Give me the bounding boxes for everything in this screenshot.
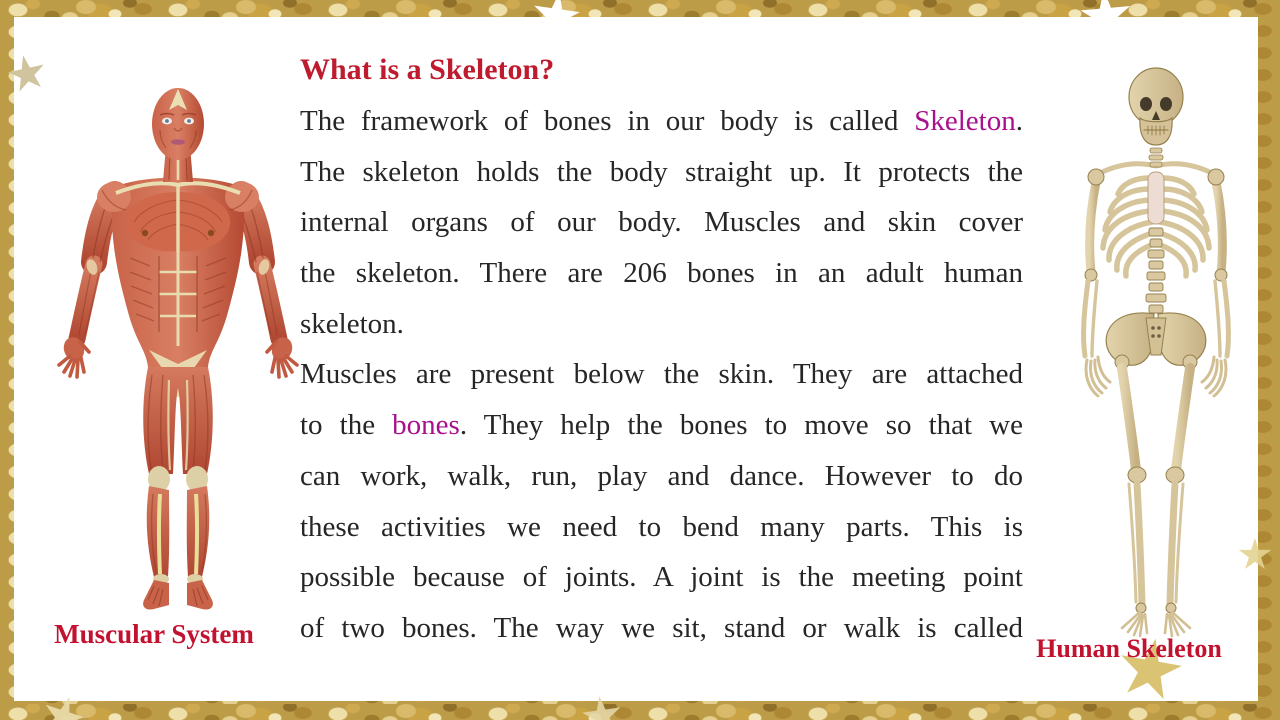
- text-line: internal organs of our body. Muscles and skin cover: [300, 206, 1023, 239]
- caption-muscular-system: Muscular System: [54, 619, 254, 649]
- muscular-system-illustration: [56, 80, 300, 620]
- text-lines: [300, 96, 1023, 654]
- skeleton-body: [1084, 68, 1229, 636]
- text-line: of two bones. The way we sit, stand or walk is called: [300, 611, 1023, 644]
- text-line: The framework of bones in our body is called Skeleton.: [300, 105, 1023, 137]
- article-text: [300, 44, 1023, 654]
- text-line: these activities we need to bend many parts. This is: [300, 510, 1023, 543]
- text-line: Muscles are present below the skin. They are attached: [300, 358, 1023, 391]
- text-line: possible because of joints. A joint is the meeting point: [300, 561, 1023, 594]
- caption-human-skeleton: Human Skeleton: [1036, 634, 1222, 663]
- text-line: The skeleton holds the body straight up. It protects the: [300, 155, 1023, 188]
- text-line: can work, walk, run, play and dance. However to do: [300, 459, 1023, 492]
- text-line: to the bones. They help the bones to move so that we: [300, 409, 1023, 442]
- text-line: the skeleton. There are 206 bones in an adult human: [300, 257, 1023, 290]
- article-heading: What is a Skeleton?: [300, 53, 555, 86]
- muscle-body: [59, 88, 297, 610]
- human-skeleton-illustration: [1060, 60, 1252, 645]
- text-line: skeleton.: [300, 307, 404, 340]
